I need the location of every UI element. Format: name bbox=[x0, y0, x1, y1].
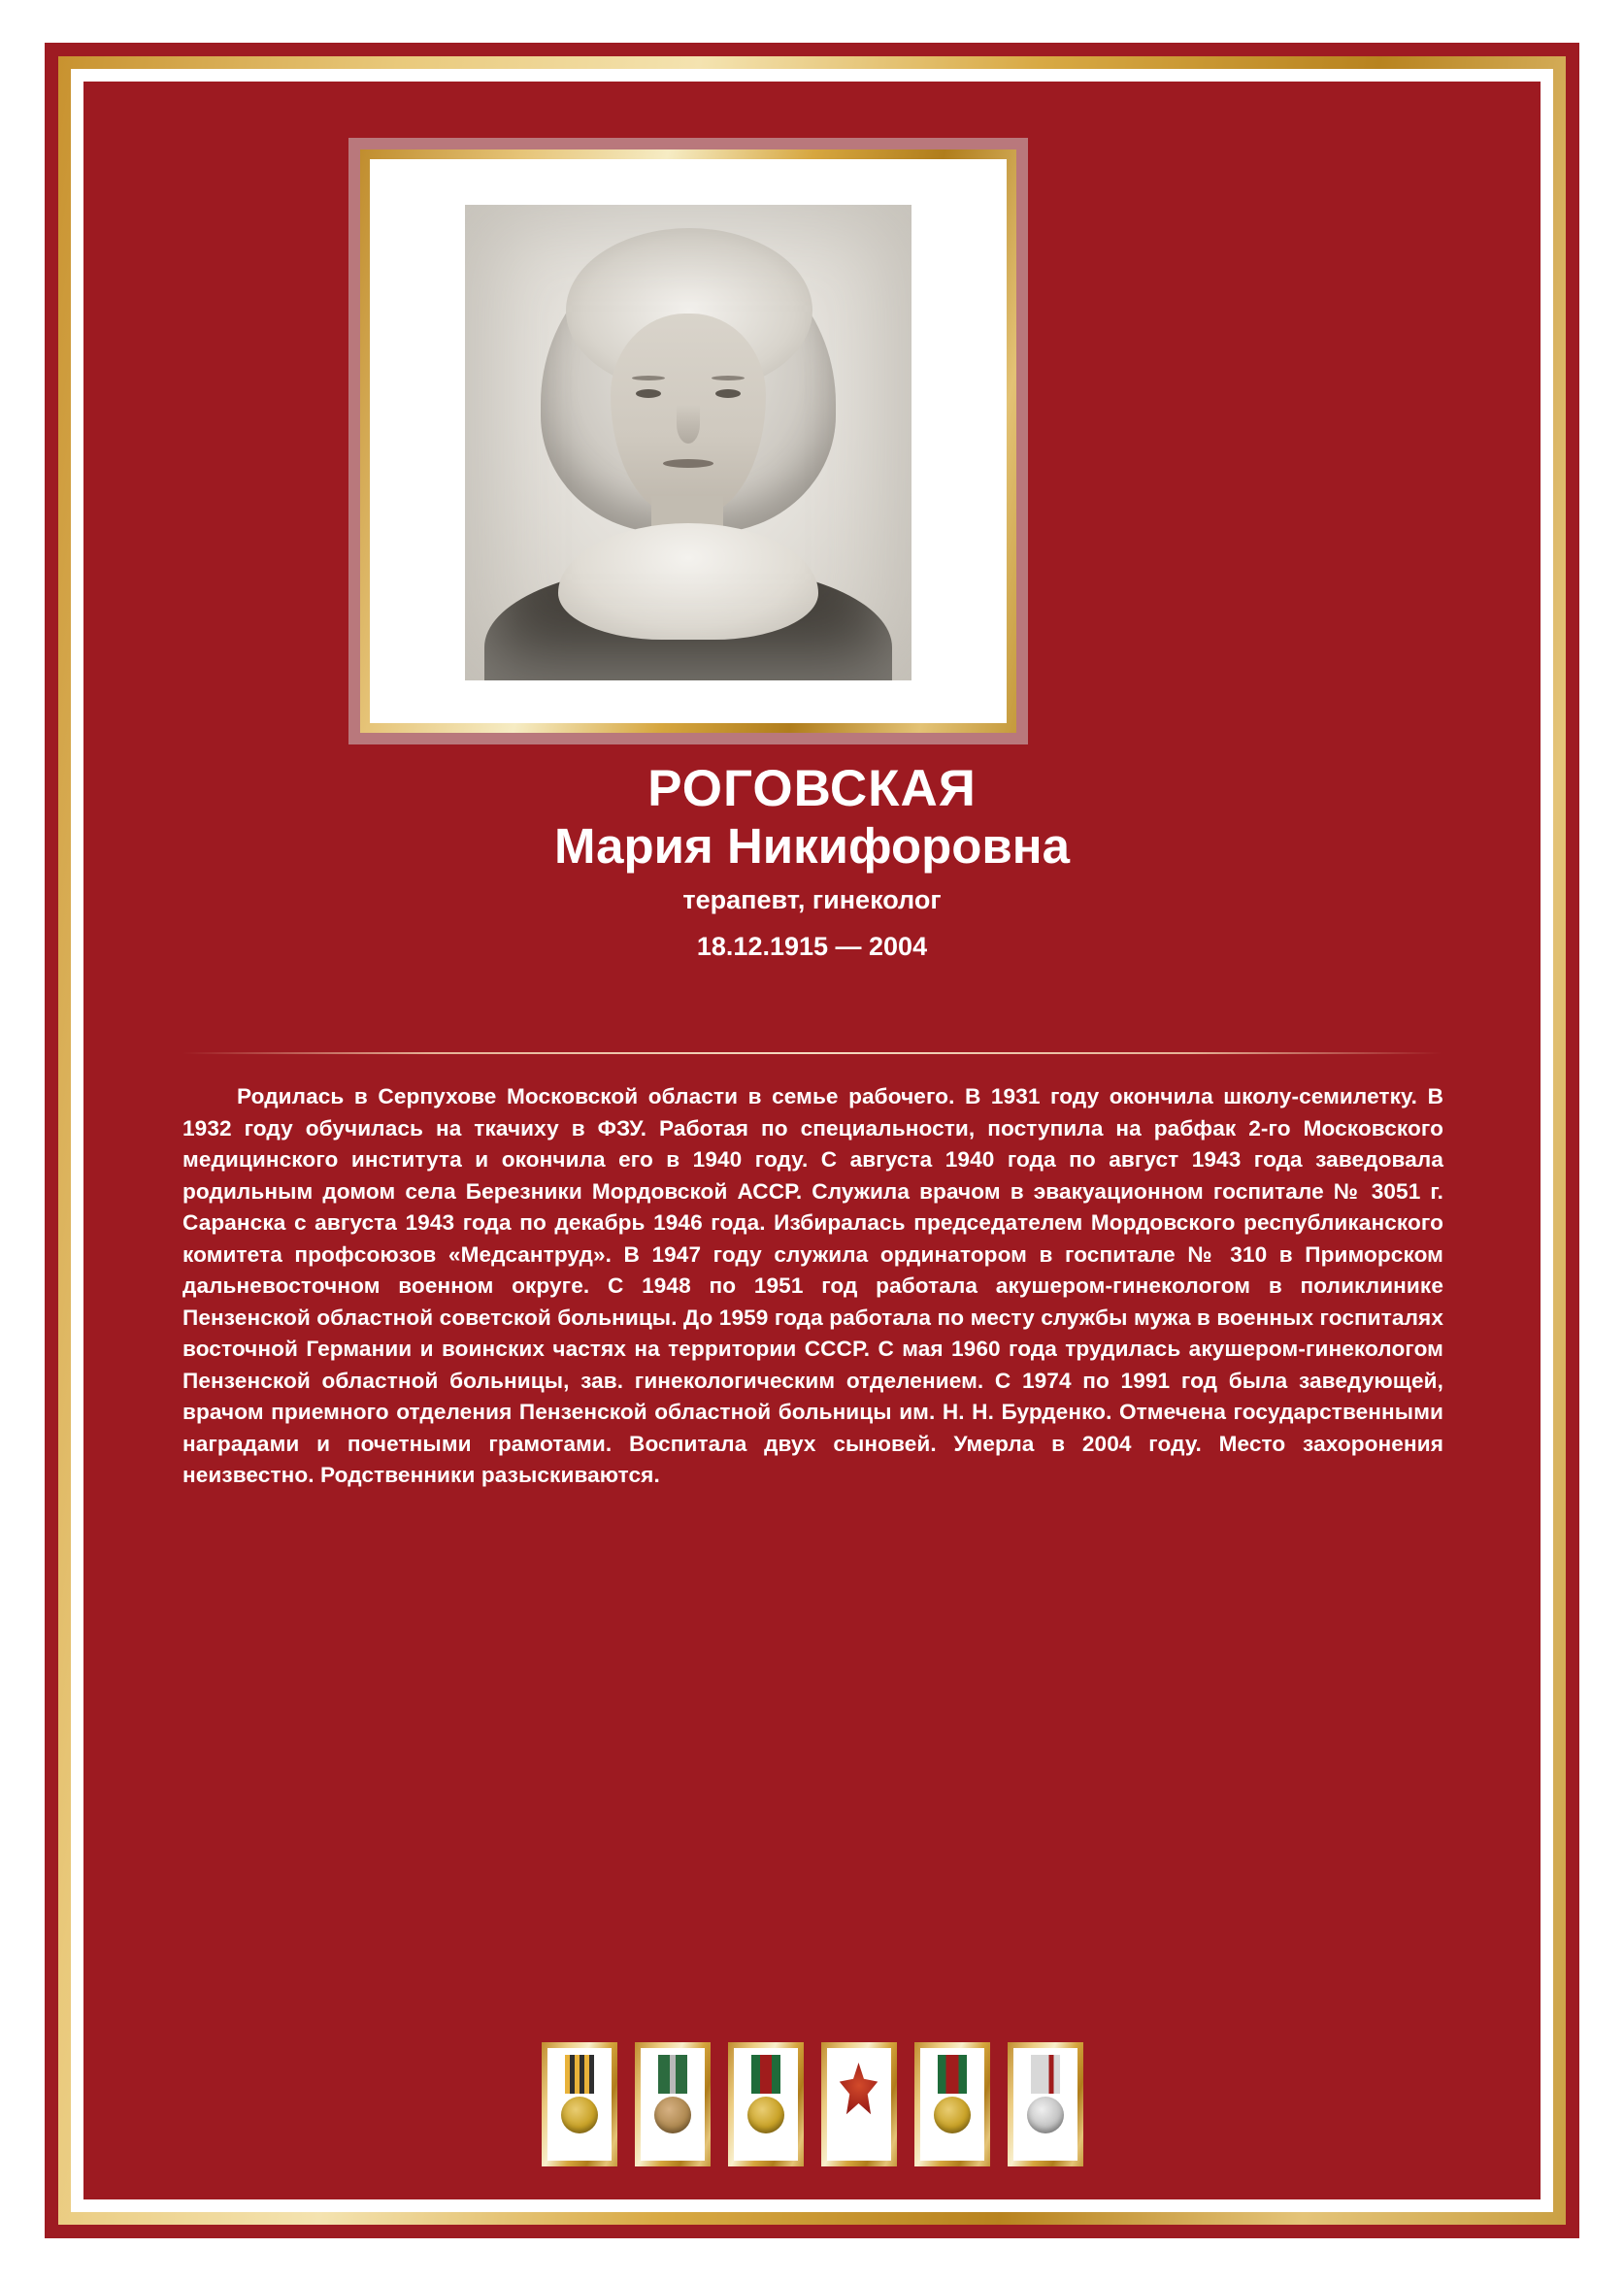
medal-disc-6 bbox=[1027, 2097, 1064, 2133]
medal-veteran-of-labour-icon bbox=[1008, 2042, 1083, 2166]
profession-label: терапевт, гинеколог bbox=[682, 885, 942, 915]
medal-mat-5 bbox=[920, 2048, 984, 2161]
poster-content-area bbox=[83, 82, 1541, 2199]
medal-jubilee-red-green-icon bbox=[728, 2042, 804, 2166]
red-star-shape bbox=[839, 2063, 879, 2117]
ribbon-1 bbox=[565, 2055, 594, 2094]
medal-mat-3 bbox=[734, 2048, 798, 2161]
portrait-frame-mat bbox=[370, 159, 1007, 723]
medal-row bbox=[83, 2042, 1541, 2166]
page-title-given-name: Мария Никифоровна bbox=[554, 818, 1070, 875]
medal-disc-1 bbox=[561, 2097, 598, 2133]
ribbon-5 bbox=[938, 2055, 967, 2094]
medal-jubilee-victory-icon bbox=[914, 2042, 990, 2166]
biography-text: Родилась в Серпухове Московской области в семье рабочего. В 1931 году окончила школу-семилетку. В 1932 году обучилась на ткачиху в ФЗУ. Работая по специальности, поступила на рабфак 2-го Московского медицинского института и окончила его в 1940 году. С августа 1940 года по август 1943 года заведовала родильным домом села Березники Мордовской АССР. Служила врачом в эвакуационном госпитале № 3051 г. Саранска с августа 1943 года по декабрь 1946 года. Избиралась председателем Мордовского республиканского комитета профсоюзов «Медсантруд». В 1947 году служила ординатором в госпитале № 310 в Приморском дальневосточном военном округе. С 1948 по 1951 год работала акушером-гинекологом в поликлинике Пензенской областной советской больницы. До 1959 года работала по месту службы мужа в военных госпиталях восточной Германии и воинских частях на территории СССР. С мая 1960 года трудилась акушером-гинекологом Пензенской областной больницы, зав. гинекологическим отделением. С 1974 по 1991 год была заведующей, врачом приемного отделения Пензенской областной больницы им. Н. Н. Бурденко. Отмечена государственными наградами и почетными грамотами. Воспитала двух сыновей. Умерла в 2004 году. Место захоронения неизвестно. Родственники разыскиваются. bbox=[182, 1084, 1443, 1488]
portrait-vignette bbox=[465, 205, 911, 680]
page-title-surname: РОГОВСКАЯ bbox=[647, 760, 977, 817]
frame-gold-border bbox=[58, 56, 1566, 2225]
portrait-frame-gold bbox=[360, 149, 1016, 733]
medal-order-of-glory-ribbon-icon bbox=[542, 2042, 617, 2166]
medal-disc-3 bbox=[747, 2097, 784, 2133]
medal-mat-1 bbox=[547, 2048, 612, 2161]
frame-outer-red-border bbox=[45, 43, 1579, 2238]
medal-jubilee-green-icon bbox=[635, 2042, 711, 2166]
medal-disc-2 bbox=[654, 2097, 691, 2133]
portrait-frame-outer bbox=[348, 138, 1028, 744]
ribbon-2 bbox=[658, 2055, 687, 2094]
frame-white-border bbox=[71, 69, 1553, 2212]
portrait-photo bbox=[465, 205, 911, 680]
life-dates: 18.12.1915 — 2004 bbox=[696, 932, 928, 962]
ribbon-3 bbox=[751, 2055, 780, 2094]
medal-mat-4 bbox=[827, 2048, 891, 2161]
name-block bbox=[83, 761, 1541, 962]
order-red-star-icon bbox=[821, 2042, 897, 2166]
medal-mat-6 bbox=[1013, 2048, 1077, 2161]
section-divider bbox=[182, 1052, 1442, 1054]
ribbon-6 bbox=[1031, 2055, 1060, 2094]
medal-mat-2 bbox=[641, 2048, 705, 2161]
medal-disc-5 bbox=[934, 2097, 971, 2133]
